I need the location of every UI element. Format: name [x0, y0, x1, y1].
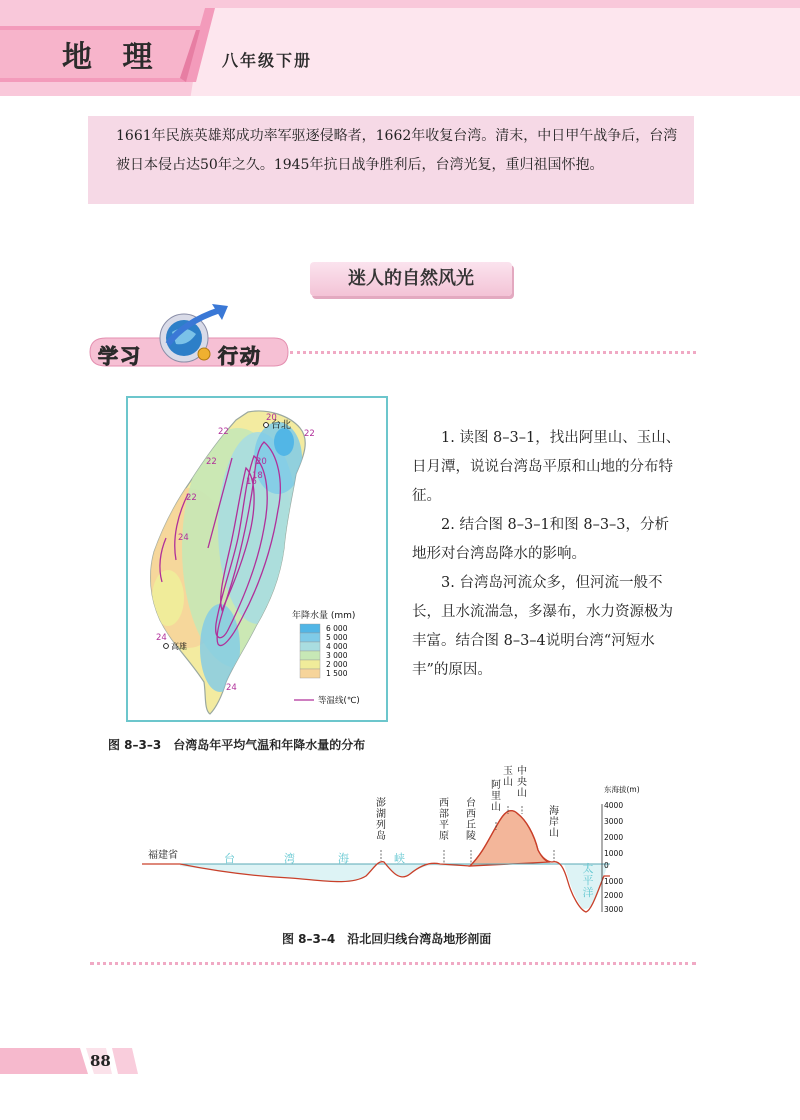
- isotherm-label: 24: [178, 533, 189, 543]
- label-yushan: 玉山: [503, 766, 513, 788]
- axis-tick: 3000: [604, 817, 624, 826]
- axis-tick: 3000: [604, 905, 624, 914]
- caption-fig-8-3-4: 图 8–3–4 沿北回归线台湾岛地形剖面: [282, 932, 492, 946]
- dotted-divider-bottom: [90, 962, 696, 965]
- legend-value: 3 000: [326, 651, 348, 660]
- precip-legend: [300, 624, 320, 678]
- isotherm-label: 20: [266, 413, 277, 423]
- label-penghu: 澎湖列岛: [376, 798, 386, 842]
- taipei-marker: [264, 423, 269, 428]
- book-title: 地 理: [62, 40, 163, 75]
- question-3: 3. 台湾岛河流众多，但河流一般不长，且水流湍急，多瀑布，水力资源极为丰富。结合图 8–3–4说明台湾“河短水丰”的原因。: [412, 575, 673, 678]
- book-subtitle: 八年级下册: [222, 51, 313, 70]
- legend-value: 2 000: [326, 660, 348, 669]
- label-western-plain: 西部平原: [439, 798, 449, 842]
- legend-value: 5 000: [326, 633, 348, 642]
- strait-char: 湾: [284, 852, 295, 865]
- axis-tick: 2000: [604, 891, 624, 900]
- isotherm-label: 22: [304, 429, 315, 439]
- isotherm-label: 20: [256, 457, 267, 467]
- legend-swatch: [300, 642, 320, 651]
- isotherm-label: 18: [252, 471, 263, 481]
- axis-tick: 4000: [604, 801, 624, 810]
- isotherm-label: 16: [246, 477, 257, 487]
- strait-char: 海: [338, 852, 349, 865]
- isotherm-label: 24: [156, 633, 167, 643]
- label-pacific: 太平洋: [582, 862, 594, 899]
- legend-value: 4 000: [326, 642, 348, 651]
- taiwan-mountains: [470, 811, 550, 866]
- kaohsiung-marker: [164, 644, 169, 649]
- page-number: 88: [90, 1052, 111, 1070]
- dotted-divider-top: [290, 351, 696, 354]
- isotherm-label: 22: [218, 427, 229, 437]
- study-label-1: 学习: [98, 344, 142, 368]
- legend-swatch: [300, 624, 320, 633]
- city-kaohsiung: 高雄: [171, 642, 187, 651]
- page-number-tab: [0, 1042, 140, 1078]
- history-note-text: 1661年民族英雄郑成功率军驱逐侵略者，1662年收复台湾。清末，中日甲午战争后，台湾被日本侵占达50年之久。1945年抗日战争胜利后，台湾光复，重归祖国怀抱。: [116, 128, 678, 173]
- axis-tick: 2000: [604, 833, 624, 842]
- label-fujian: 福建省: [148, 850, 178, 861]
- legend-value: 6 000: [326, 624, 348, 633]
- question-2: 2. 结合图 8–3–1和图 8–3–3，分析地形对台湾岛降水的影响。: [412, 517, 670, 562]
- axis-tick: 0: [604, 861, 609, 870]
- legend-value: 1 500: [326, 669, 348, 678]
- city-taipei: 台北: [271, 420, 291, 431]
- axis-tick: 1000: [604, 877, 624, 886]
- legend-title: 年降水量 (mm): [292, 611, 356, 621]
- isotherm-label: 24: [226, 683, 237, 693]
- axis-tick: 1000: [604, 849, 624, 858]
- taiwan-map: [128, 398, 384, 718]
- legend-swatch: [300, 660, 320, 669]
- legend-swatch: [300, 633, 320, 642]
- legend-swatch: [300, 651, 320, 660]
- axis-title: 东海拔(m): [604, 785, 640, 794]
- isotherm-legend-label: 等温线(℃): [318, 696, 360, 706]
- label-alishan: 阿里山: [491, 780, 501, 813]
- isotherm-label: 22: [206, 457, 217, 467]
- caption-fig-8-3-3: 图 8–3–3 台湾岛年平均气温和年降水量的分布: [108, 738, 366, 752]
- strait-char: 台: [224, 852, 235, 865]
- isotherm-label: 22: [186, 493, 197, 503]
- label-central-range: 中央山: [517, 766, 527, 799]
- strait-char: 峡: [394, 852, 405, 865]
- question-1: 1. 读图 8–3–1，找出阿里山、玉山、日月潭，说说台湾岛平原和山地的分布特征。: [412, 430, 681, 504]
- section-title: 迷人的自然风光: [310, 262, 512, 296]
- legend-swatch: [300, 669, 320, 678]
- label-coastal-range: 海岸山: [549, 806, 559, 839]
- terrain-profile: [140, 764, 640, 924]
- study-label-2: 行动: [218, 344, 262, 368]
- label-western-hills: 台西丘陵: [466, 798, 476, 842]
